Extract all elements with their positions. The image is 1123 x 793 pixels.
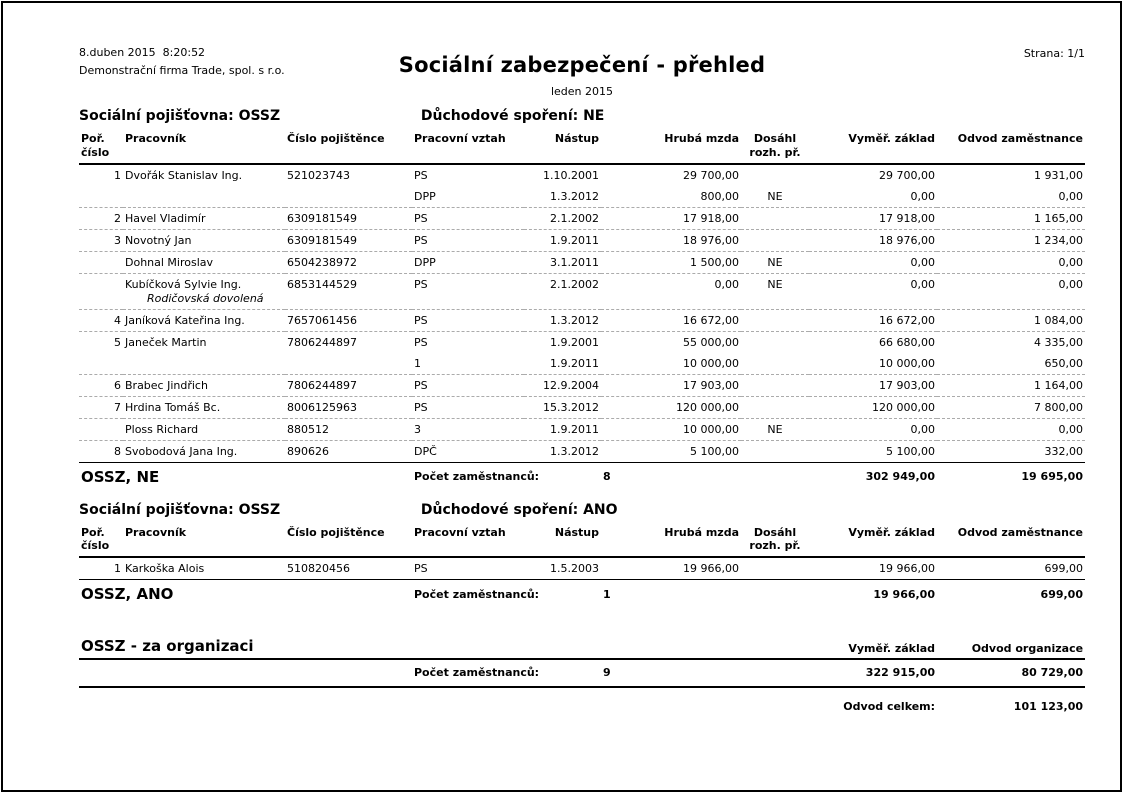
- cell-reached-limit: [741, 374, 809, 396]
- cell-relation: PS: [412, 207, 524, 229]
- cell-assessment-base: 17 903,00: [809, 374, 937, 396]
- cell-reached-limit: NE: [741, 251, 809, 273]
- cell-gross-wage: 1 500,00: [601, 251, 741, 273]
- cell-gross-wage: 29 700,00: [683, 168, 739, 182]
- col-relation: Pracovní vztah: [412, 130, 524, 164]
- summary-contribution-value: 19 695,00: [937, 462, 1085, 492]
- table-body: [79, 164, 1085, 463]
- org-contribution-value: 80 729,00: [937, 659, 1085, 687]
- organization-total-row: [79, 687, 1085, 717]
- cell-employee-contribution: 1 084,00: [937, 309, 1085, 331]
- cell-order-number: [79, 273, 123, 309]
- cell-order-number: [79, 251, 123, 273]
- section-headings: [79, 492, 1083, 524]
- summary-count-value: 1: [601, 580, 741, 610]
- cell-assessment-base: 19 966,00: [879, 562, 935, 575]
- cell-employee: [123, 396, 285, 418]
- employee-row: [79, 353, 1085, 375]
- summary-count-label: Počet zaměstnanců:: [412, 462, 601, 492]
- employee-row: [79, 331, 1085, 353]
- cell-gross-wage: 18 976,00: [601, 229, 741, 251]
- employee-name: Janíková Kateřina Ing.: [125, 313, 245, 327]
- employee-row: [79, 309, 1085, 331]
- employee-row: [79, 273, 1085, 309]
- cell-insurance-number: [285, 353, 412, 375]
- col-gross-wage: Hrubá mzda: [601, 130, 741, 164]
- employee-row: [79, 557, 1085, 580]
- cell-relation: PS: [412, 229, 524, 251]
- col-insurance-number: Číslo pojištěnce: [285, 130, 412, 164]
- cell-gross-wage: 19 966,00: [683, 562, 739, 575]
- cell-reached-limit: [741, 309, 809, 331]
- spacer-cell: [79, 659, 412, 687]
- cell-employee-contribution: 0,00: [937, 273, 1085, 309]
- cell-assessment-base: 10 000,00: [879, 356, 935, 370]
- section-heading-insurer: Sociální pojišťovna: OSSZ: [79, 501, 281, 518]
- cell-employee: [123, 418, 285, 440]
- organization-title: OSSZ - za organizaci: [81, 637, 254, 655]
- cell-employee-contribution: 1 164,00: [937, 374, 1085, 396]
- cell-employee: [123, 207, 285, 229]
- cell-reached-limit: NE: [741, 418, 809, 440]
- cell-relation: DPP: [412, 251, 524, 273]
- cell-start-date: 15.3.2012: [524, 396, 601, 418]
- cell-order-number: [79, 418, 123, 440]
- cell-order-number: 5: [79, 331, 123, 353]
- total-value: 101 123,00: [1013, 700, 1084, 713]
- cell-start-date: 1.3.2012: [524, 440, 601, 462]
- cell-gross-wage: 55 000,00: [601, 331, 741, 353]
- cell-reached-limit: NE: [741, 273, 809, 309]
- cell-reached-limit: [741, 164, 809, 186]
- employee-name: Dohnal Miroslav: [125, 255, 214, 269]
- total-label: Odvod celkem:: [843, 700, 936, 713]
- section-summary-row: [79, 580, 1085, 610]
- cell-employee: [123, 186, 285, 208]
- employee-row: [79, 186, 1085, 208]
- spacer-cell: [741, 580, 809, 610]
- employee-row: [79, 374, 1085, 396]
- report-section: [79, 492, 1083, 610]
- report-page: [1, 1, 1122, 792]
- cell-assessment-base: 29 700,00: [879, 168, 935, 182]
- cell-reached-limit: [741, 207, 809, 229]
- employee-row: [79, 229, 1085, 251]
- summary-count-label: Počet zaměstnanců:: [412, 580, 601, 610]
- cell-insurance-number: 6853144529: [285, 273, 412, 309]
- cell-gross-wage: 10 000,00: [683, 356, 739, 370]
- spacer-cell: [741, 462, 809, 492]
- report-period: leden 2015: [550, 85, 614, 98]
- cell-employee: [123, 164, 285, 186]
- cell-insurance-number: 6309181549: [285, 229, 412, 251]
- employee-name: Brabec Jindřich: [125, 378, 208, 392]
- employee-row: [79, 440, 1085, 462]
- employee-name: Karkoška Alois: [125, 562, 205, 575]
- employee-row: [79, 251, 1085, 273]
- cell-start-date: 1.9.2001: [524, 331, 601, 353]
- cell-assessment-base: 66 680,00: [809, 331, 937, 353]
- col-reached-limit: Dosáhl rozh. př.: [741, 524, 809, 558]
- cell-order-number: 6: [79, 374, 123, 396]
- summary-label: OSSZ, NE: [81, 467, 160, 486]
- cell-employee-contribution: 1 931,00: [1034, 168, 1083, 182]
- sections-container: [79, 98, 1083, 609]
- cell-employee-contribution: 7 800,00: [937, 396, 1085, 418]
- cell-start-date: 1.9.2011: [524, 418, 601, 440]
- cell-start-date: 1.9.2011: [524, 229, 601, 251]
- table-header-row: [79, 130, 1085, 164]
- cell-gross-wage: 16 672,00: [601, 309, 741, 331]
- cell-employee-contribution: 332,00: [937, 440, 1085, 462]
- cell-employee: [123, 353, 285, 375]
- cell-insurance-number: 8006125963: [285, 396, 412, 418]
- cell-start-date: 2.1.2002: [524, 207, 601, 229]
- cell-order-number: 1: [114, 562, 121, 575]
- employee-row: [79, 207, 1085, 229]
- cell-reached-limit: [741, 396, 809, 418]
- organization-count-row: [79, 659, 1085, 687]
- cell-employee: [123, 557, 285, 580]
- company-name: Demonstrační firma Trade, spol. s r.o.: [79, 64, 285, 77]
- cell-reached-limit: [741, 229, 809, 251]
- org-base-value: 322 915,00: [809, 659, 937, 687]
- cell-relation: PS: [412, 374, 524, 396]
- employee-name: Ploss Richard: [125, 422, 199, 436]
- employee-name: Dvořák Stanislav Ing.: [125, 168, 243, 182]
- spacer-cell: [741, 659, 809, 687]
- cell-employee-contribution: 0,00: [937, 418, 1085, 440]
- cell-start-date: 1.5.2003: [550, 562, 599, 575]
- summary-label-cell: [79, 580, 412, 610]
- cell-relation: PS: [412, 309, 524, 331]
- cell-relation: 3: [412, 418, 524, 440]
- col-employee-contribution: Odvod zaměstnance: [937, 130, 1085, 164]
- cell-relation: PS: [412, 331, 524, 353]
- col-worker: Pracovník: [123, 130, 285, 164]
- cell-relation: DPČ: [412, 440, 524, 462]
- cell-insurance-number: 6309181549: [285, 207, 412, 229]
- cell-relation: PS: [414, 562, 428, 575]
- cell-employee-contribution: 1 165,00: [937, 207, 1085, 229]
- cell-gross-wage: 0,00: [601, 273, 741, 309]
- cell-insurance-number: 890626: [285, 440, 412, 462]
- cell-assessment-base: 0,00: [809, 251, 937, 273]
- employees-table: [79, 524, 1085, 610]
- cell-order-number: 3: [79, 229, 123, 251]
- cell-order-number: 7: [79, 396, 123, 418]
- col-relation: Pracovní vztah: [412, 524, 524, 558]
- section-heading-pension-saving: Důchodové spoření: NE: [420, 108, 605, 124]
- cell-assessment-base: 18 976,00: [809, 229, 937, 251]
- cell-employee-contribution: 650,00: [1044, 356, 1083, 370]
- cell-start-date: 1.10.2001: [543, 168, 599, 182]
- col-order-number: Poř. číslo: [79, 130, 123, 164]
- cell-start-date: 1.9.2011: [550, 356, 599, 370]
- section-summary-row: [79, 462, 1085, 492]
- col-assessment-base: Vyměř. základ: [809, 524, 937, 558]
- cell-assessment-base: 0,00: [910, 189, 935, 203]
- summary-label-cell: [79, 462, 412, 492]
- organization-section: [79, 633, 1083, 717]
- org-count-label: Počet zaměstnanců:: [412, 659, 601, 687]
- cell-assessment-base: 120 000,00: [809, 396, 937, 418]
- employee-row: [79, 164, 1085, 186]
- cell-relation: PS: [412, 273, 524, 309]
- employee-name: Kubíčková Sylvie Ing.: [125, 277, 242, 291]
- col-order-number: Poř. číslo: [79, 524, 123, 558]
- report-header: [79, 47, 1085, 98]
- summary-count-value: 8: [601, 462, 741, 492]
- col-worker: Pracovník: [123, 524, 285, 558]
- col-insurance-number: Číslo pojištěnce: [285, 524, 412, 558]
- table-body: [79, 557, 1085, 580]
- cell-insurance-number: 6504238972: [285, 251, 412, 273]
- employee-name: Janeček Martin: [125, 335, 207, 349]
- cell-order-number: [79, 353, 123, 375]
- cell-start-date: 2.1.2002: [524, 273, 601, 309]
- cell-employee: [123, 251, 285, 273]
- col-reached-limit: Dosáhl rozh. př.: [741, 130, 809, 164]
- col-start-date: Nástup: [524, 524, 601, 558]
- cell-assessment-base: 0,00: [809, 273, 937, 309]
- page-number: Strana: 1/1: [1023, 47, 1085, 60]
- cell-employee-contribution: 0,00: [937, 251, 1085, 273]
- col-gross-wage: Hrubá mzda: [601, 524, 741, 558]
- cell-employee: [123, 309, 285, 331]
- cell-gross-wage: 10 000,00: [601, 418, 741, 440]
- employees-table: [79, 130, 1085, 492]
- cell-assessment-base: 5 100,00: [809, 440, 937, 462]
- cell-gross-wage: 17 903,00: [601, 374, 741, 396]
- cell-order-number: 1: [114, 168, 121, 182]
- cell-reached-limit: NE: [767, 189, 783, 203]
- report-header-left: [79, 47, 399, 76]
- cell-relation: PS: [414, 168, 428, 182]
- cell-assessment-base: 17 918,00: [809, 207, 937, 229]
- summary-base-value: 19 966,00: [809, 580, 937, 610]
- summary-label: OSSZ, ANO: [81, 585, 174, 603]
- cell-employee-contribution: 4 335,00: [937, 331, 1085, 353]
- cell-insurance-number: 880512: [285, 418, 412, 440]
- col-start-date: Nástup: [524, 130, 601, 164]
- cell-insurance-number: 521023743: [287, 168, 350, 182]
- spacer-cell: [79, 687, 809, 717]
- employee-note: Rodičovská dovolená: [147, 291, 264, 305]
- employee-name: Havel Vladimír: [125, 211, 206, 225]
- cell-employee-contribution: 0,00: [1058, 189, 1083, 203]
- cell-employee-contribution: 1 234,00: [937, 229, 1085, 251]
- cell-employee: [123, 331, 285, 353]
- employee-name: Hrdina Tomáš Bc.: [125, 400, 221, 414]
- report-datetime: 8.duben 2015 8:20:52: [79, 46, 206, 59]
- cell-reached-limit: [741, 557, 809, 580]
- report-header-center: [399, 53, 765, 98]
- cell-reached-limit: [741, 440, 809, 462]
- cell-gross-wage: 5 100,00: [601, 440, 741, 462]
- cell-employee-contribution: 699,00: [1044, 562, 1083, 575]
- org-col-contribution: Odvod organizace: [937, 633, 1085, 659]
- cell-order-number: 8: [79, 440, 123, 462]
- org-count-value: 9: [601, 659, 741, 687]
- cell-insurance-number: 510820456: [287, 562, 350, 575]
- organization-table: [79, 633, 1085, 717]
- cell-gross-wage: 120 000,00: [601, 396, 741, 418]
- cell-reached-limit: [741, 353, 809, 375]
- cell-employee: [123, 229, 285, 251]
- cell-start-date: 1.3.2012: [550, 189, 599, 203]
- cell-insurance-number: [285, 186, 412, 208]
- cell-relation: 1: [414, 356, 421, 370]
- report-title: Sociální zabezpečení - přehled: [398, 53, 766, 77]
- employee-row: [79, 418, 1085, 440]
- cell-employee: [123, 440, 285, 462]
- cell-start-date: 3.1.2011: [524, 251, 601, 273]
- cell-employee: [123, 374, 285, 396]
- col-employee-contribution: Odvod zaměstnance: [937, 524, 1085, 558]
- summary-contribution-value: 699,00: [937, 580, 1085, 610]
- cell-assessment-base: 0,00: [809, 418, 937, 440]
- cell-insurance-number: 7806244897: [285, 374, 412, 396]
- cell-relation: DPP: [414, 189, 436, 203]
- cell-gross-wage: 17 918,00: [601, 207, 741, 229]
- table-header-row: [79, 524, 1085, 558]
- cell-start-date: 12.9.2004: [524, 374, 601, 396]
- employee-row: [79, 396, 1085, 418]
- col-assessment-base: Vyměř. základ: [809, 130, 937, 164]
- org-col-base: Vyměř. základ: [809, 633, 937, 659]
- employee-name: Novotný Jan: [125, 233, 192, 247]
- employee-name: Svobodová Jana Ing.: [125, 444, 238, 458]
- organization-header-row: [79, 633, 1085, 659]
- section-heading-insurer: Sociální pojišťovna: OSSZ: [79, 108, 281, 124]
- section-heading-pension-saving: Důchodové spoření: ANO: [420, 501, 618, 518]
- cell-start-date: 1.3.2012: [524, 309, 601, 331]
- cell-assessment-base: 16 672,00: [809, 309, 937, 331]
- cell-order-number: [79, 186, 123, 208]
- report-section: [79, 98, 1083, 492]
- summary-base-value: 302 949,00: [809, 462, 937, 492]
- cell-gross-wage: 800,00: [700, 189, 739, 203]
- organization-title-cell: [79, 633, 809, 659]
- cell-relation: PS: [412, 396, 524, 418]
- cell-reached-limit: [741, 331, 809, 353]
- cell-insurance-number: 7806244897: [285, 331, 412, 353]
- cell-order-number: 4: [79, 309, 123, 331]
- cell-insurance-number: 7657061456: [285, 309, 412, 331]
- cell-order-number: 2: [79, 207, 123, 229]
- section-headings: [79, 98, 1083, 130]
- cell-employee: [123, 273, 285, 309]
